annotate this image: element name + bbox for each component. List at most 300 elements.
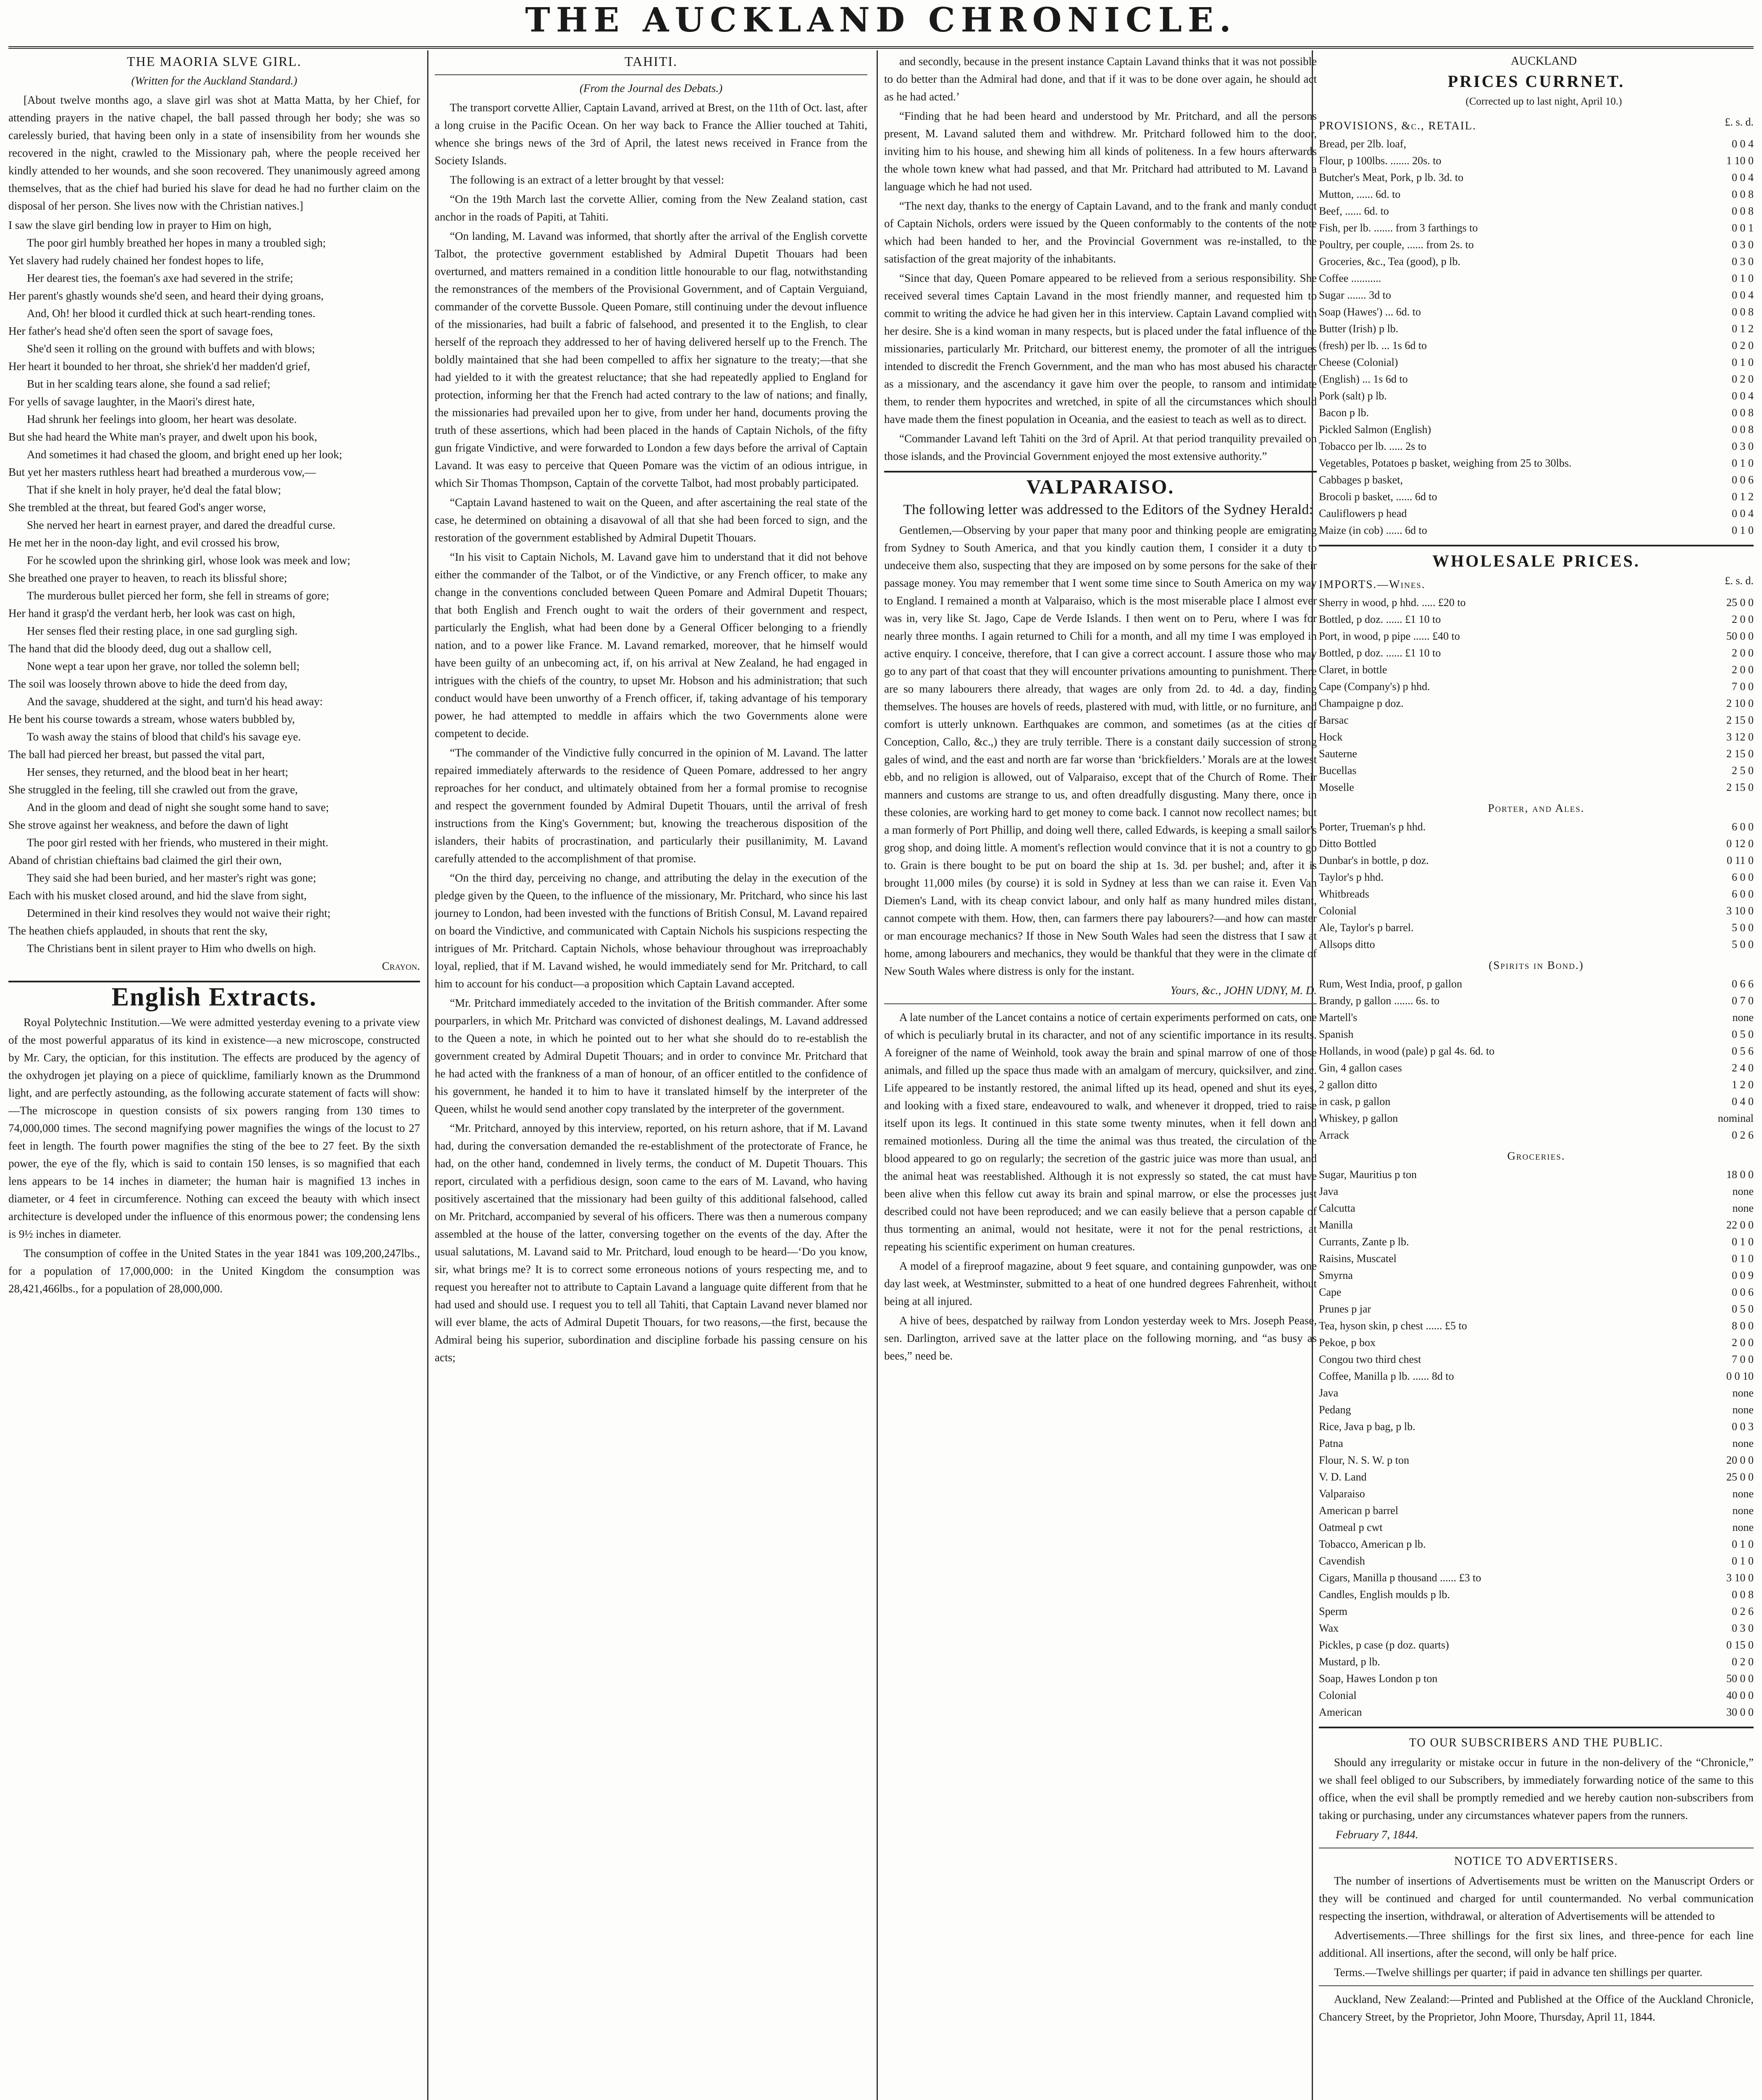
porter-table — [1319, 819, 1754, 953]
price-value: none — [1732, 1488, 1754, 1500]
verse-line: Each with his musket closed around, and hid the slave from sight, — [8, 889, 307, 902]
price-value: 0 7 0 — [1732, 995, 1754, 1007]
price-value: 0 1 0 — [1732, 272, 1754, 284]
price-row — [1319, 1234, 1754, 1250]
price-value: 0 0 8 — [1732, 306, 1754, 318]
verse-line: She struggled in the feeling, till she crawled out from the grave, — [8, 783, 298, 796]
spirits-table — [1319, 976, 1754, 1144]
price-item: Cauliflowers p head — [1319, 507, 1407, 520]
price-item: Valparaiso — [1319, 1488, 1365, 1500]
column-2 — [435, 52, 867, 2100]
price-value: 7 0 0 — [1732, 680, 1754, 693]
price-value: 0 3 0 — [1732, 1622, 1754, 1634]
price-item: Mustard, p lb. — [1319, 1656, 1380, 1668]
price-value: 0 3 0 — [1732, 239, 1754, 251]
english-extracts-body — [8, 1013, 420, 1297]
groceries-table — [1319, 1166, 1754, 1721]
verse-line: But she had heard the White man's prayer, and dwelt upon his book, — [8, 430, 318, 443]
price-value: 0 1 0 — [1732, 1252, 1754, 1265]
price-row — [1319, 1043, 1754, 1060]
verse-line: The soil was loosely thrown above to hide the deed from day, — [8, 677, 288, 690]
price-value: 2 5 0 — [1732, 764, 1754, 777]
price-value: 0 5 0 — [1732, 1303, 1754, 1315]
section-rule — [884, 1003, 1317, 1004]
advertisers-notice-text: The number of insertions of Advertisements must be written on the Manuscript Orders or they will be continued and charged for until countermanded. No verbal communication respecting the insertion, withdrawal, or alteration of Advertisements will be attended to — [1319, 1874, 1754, 1922]
price-value: 25 0 0 — [1726, 596, 1754, 609]
verse-line: For he scowled upon the shrinking girl, whose look was meek and low; — [27, 554, 351, 567]
price-item: Martell's — [1319, 1011, 1358, 1024]
price-value: 0 15 0 — [1726, 1639, 1754, 1651]
verse-line: Her senses fled their resting place, in one sad gurgling sigh. — [27, 625, 298, 637]
price-value: 0 3 0 — [1732, 255, 1754, 268]
price-item: Champaigne p doz. — [1319, 697, 1404, 709]
article-paragraph: “On the 19th March last the corvette Allier, coming from the New Zealand station, cast anchor in the roads of Papiti, at Tahiti. — [435, 193, 867, 223]
price-row — [1319, 1502, 1754, 1519]
price-item: American p barrel — [1319, 1504, 1399, 1517]
price-value: 0 12 0 — [1726, 837, 1754, 850]
price-item: Butter (Irish) p lb. — [1319, 323, 1399, 335]
price-row — [1319, 1368, 1754, 1385]
poem-signature: Crayon. — [382, 960, 420, 972]
price-value: 6 0 0 — [1732, 821, 1754, 833]
article-paragraph: “Since that day, Queen Pomare appeared to be relieved from a serious responsibility. She received several times Captain Lavand in the most friendly manner, and requested him to commit to writing the advice he had given her in this interview. Captain Lavand complied with her desire. She is a kind woman in many respects, but is placed under the fatal influence of the missionaries, particularly Mr. Pritchard, our bitterest enemy, the promoter of all the intrigues intended to discredit the French Government, and the man who has most abused his character as a missionary, and the ascendancy it gave him over the people, to ransom and intimidate them, to render them hypocrites and wretched, in spite of all the circumstances which should have made them the finest population in Oceania, and the easiest to teach as well as to direct. — [884, 272, 1317, 425]
price-row — [1319, 1687, 1754, 1704]
price-row — [1319, 1127, 1754, 1144]
miscellany — [884, 1008, 1317, 1365]
price-row — [1319, 1570, 1754, 1586]
price-item: Cabbages p basket, — [1319, 474, 1403, 486]
article-paragraph: “Commander Lavand left Tahiti on the 3rd of April. At that period tranquility prevailed on those islands, and the Provincial Government enjoyed the most extensive authority.” — [884, 432, 1317, 462]
section-rule — [1319, 545, 1754, 546]
column-3 — [884, 52, 1317, 2100]
section-rule — [8, 981, 420, 982]
price-item: Raisins, Muscatel — [1319, 1252, 1397, 1265]
verse-line: Her dearest ties, the foeman's axe had severed in the strife; — [27, 272, 293, 284]
price-row — [1319, 1654, 1754, 1670]
valparaiso-intro: The following letter was addressed to the Editors of the Sydney Herald: — [903, 502, 1313, 517]
article-paragraph: “The commander of the Vindictive fully concurred in the opinion of M. Lavand. The latter repaired immediately afterwards to the residence of Queen Pomare, addressed to her angry reproaches for her conduct, and ultimately obtained from her a formal promise to recognise and respect the government founded by Admiral Dupetit Thouars, until the arrival of fresh instructions from the King's Government; but, knowing the treacherous disposition of the islanders, their habits of procrastination, and particularly their pusillanimity, M. Lavand carefully attended to the accomplishment of that promise. — [435, 746, 867, 865]
price-row — [1319, 1704, 1754, 1721]
price-item: (English) ... 1s 6d to — [1319, 373, 1408, 385]
verse-line: She strove against her weakness, and before the dawn of light — [8, 819, 289, 831]
price-item: Pekoe, p box — [1319, 1336, 1376, 1349]
article-paragraph: “On the third day, perceiving no change, and attributing the delay in the execution of the pledge given by the Queen, to the influence of the missionary, Mr. Pritchard, who since his last journey to London, had been invested with the functions of British Consul, M. Lavand repaired on board the Vindictive, and communicated with Captain Nichols his suspicions respecting the intrigues of Mr. Pritchard. Captain Nichols, whose behaviour throughout was irreproachably loyal, replied, that if M. Lavand wished, he would immediately send for Mr. Pritchard, to call him to account for his conduct—a proposition which Captain Lavand accepted. — [435, 872, 867, 990]
price-item: Butcher's Meat, Pork, p lb. 3d. to — [1319, 171, 1464, 184]
price-row — [1319, 1110, 1754, 1127]
price-value: 0 2 6 — [1732, 1129, 1754, 1141]
price-item: Soap (Hawes') ... 6d. to — [1319, 306, 1421, 318]
price-value: 0 5 0 — [1732, 1028, 1754, 1040]
column-divider — [427, 50, 428, 2100]
price-item: Porter, Trueman's p hhd. — [1319, 821, 1426, 833]
price-value: 0 0 4 — [1732, 289, 1754, 301]
price-value: 0 0 8 — [1732, 407, 1754, 419]
groceries-heading: Groceries. — [1507, 1150, 1565, 1162]
price-value: none — [1732, 1185, 1754, 1197]
article-paragraph: and secondly, because in the present instance Captain Lavand thinks that it was not possible to do better than the Admiral had done, and that if it was to be done over again, he should act as he had acted.’ — [884, 55, 1317, 103]
price-item: Rum, West India, proof, p gallon — [1319, 978, 1463, 990]
printer-imprint: Auckland, New Zealand:—Printed and Published at the Office of the Auckland Chronicle, Chancery Street, by the Proprietor, John Moore, Thursday, April 11, 1844. — [1319, 1993, 1754, 2023]
price-value: 2 0 0 — [1732, 647, 1754, 659]
price-item: Rice, Java p bag, p lb. — [1319, 1420, 1415, 1433]
price-value: 0 6 6 — [1732, 978, 1754, 990]
price-value: 3 10 0 — [1726, 905, 1754, 917]
price-row — [1319, 186, 1754, 203]
price-item: Maize (in cob) ...... 6d to — [1319, 524, 1427, 536]
price-item: Dunbar's in bottle, p doz. — [1319, 854, 1429, 866]
price-item: Pickled Salmon (English) — [1319, 423, 1431, 436]
verse-line: Determined in their kind resolves they would not waive their right; — [27, 907, 331, 919]
price-row — [1319, 388, 1754, 404]
verse-line: Aband of christian chieftains bad claimed the girl their own, — [8, 854, 282, 866]
price-row — [1319, 1009, 1754, 1026]
subscription-terms: Terms.—Twelve shillings per quarter; if paid in advance ten shillings per quarter. — [1334, 1966, 1703, 1979]
price-item: Colonial — [1319, 1689, 1357, 1701]
price-value: 0 1 0 — [1732, 524, 1754, 536]
price-row — [1319, 1076, 1754, 1093]
verse-line: To wash away the stains of blood that child's his savage eye. — [27, 730, 301, 743]
verse-line: And the savage, shuddered at the sight, and turn'd his head away: — [27, 695, 323, 708]
price-value: 30 0 0 — [1726, 1706, 1754, 1718]
section-rule — [884, 471, 1317, 472]
verse-line: They said she had been buried, and her master's right was gone; — [27, 872, 316, 884]
price-item: Cigars, Manilla p thousand ...... £3 to — [1319, 1572, 1481, 1584]
price-item: Vegetables, Potatoes p basket, weighing from 25 to 30lbs. — [1319, 457, 1572, 469]
price-item: Mutton, ...... 6d. to — [1319, 188, 1401, 200]
price-item: Currants, Zante p lb. — [1319, 1236, 1409, 1248]
price-value: 50 0 0 — [1726, 1672, 1754, 1685]
price-value: none — [1732, 1387, 1754, 1399]
price-item: Tobacco per lb. ..... 2s to — [1319, 440, 1426, 452]
price-row — [1319, 1217, 1754, 1234]
price-value: 2 0 0 — [1732, 613, 1754, 625]
price-value: 0 1 0 — [1732, 356, 1754, 368]
price-item: Arrack — [1319, 1129, 1350, 1141]
price-item: Hollands, in wood (pale) p gal 4s. 6d. to — [1319, 1045, 1495, 1057]
price-row — [1319, 337, 1754, 354]
valparaiso-title: VALPARAISO. — [1026, 476, 1175, 498]
article-paragraph: “Captain Lavand hastened to wait on the Queen, and after ascertaining the real state of the case, he determined on obtaining a disavowal of all that she had been forced to sign, and the restoration of the government established by Admiral Dupetit Thouars. — [435, 496, 867, 544]
price-item: Gin, 4 gallon cases — [1319, 1062, 1402, 1074]
price-item: in cask, p gallon — [1319, 1095, 1391, 1108]
price-value: 0 2 0 — [1732, 373, 1754, 385]
verse-line: She breathed one prayer to heaven, to reach its blissful shore; — [8, 572, 287, 584]
verse-line: She trembled at the threat, but feared God's anger worse, — [8, 501, 266, 514]
price-value: 0 1 0 — [1732, 1538, 1754, 1550]
price-row — [1319, 819, 1754, 835]
price-value: 1 10 0 — [1726, 155, 1754, 167]
price-row — [1319, 936, 1754, 953]
price-row — [1319, 992, 1754, 1009]
verse-line: That if she knelt in holy prayer, he'd deal the fatal blow; — [27, 483, 281, 496]
price-row — [1319, 886, 1754, 903]
advertisers-notice-title: NOTICE TO ADVERTISERS. — [1454, 1855, 1618, 1868]
tahiti-article — [435, 99, 867, 1366]
price-row — [1319, 594, 1754, 611]
price-row — [1319, 488, 1754, 505]
price-value: none — [1732, 1404, 1754, 1416]
price-row — [1319, 1200, 1754, 1217]
price-value: 0 5 6 — [1732, 1045, 1754, 1057]
price-item: Whitbreads — [1319, 888, 1369, 900]
price-row — [1319, 505, 1754, 522]
price-item: Pedang — [1319, 1404, 1351, 1416]
price-value: 50 0 0 — [1726, 630, 1754, 642]
verse-line: Her senses, they returned, and the blood beat in her heart; — [27, 766, 289, 778]
price-value: 0 0 8 — [1732, 188, 1754, 200]
article-paragraph: The following is an extract of a letter brought by that vessel: — [450, 173, 725, 186]
price-item: Allsops ditto — [1319, 938, 1375, 950]
news-item: A hive of bees, despatched by railway from London yesterday week to Mrs. Joseph Pease, sen. Darlington, arrived save at the latter place on the following morning, and “as busy as bees,” need be. — [884, 1314, 1317, 1362]
price-row — [1319, 371, 1754, 388]
price-item: Sugar ....... 3d to — [1319, 289, 1391, 301]
price-item: Brocoli p basket, ...... 6d to — [1319, 491, 1437, 503]
price-item: Spanish — [1319, 1028, 1354, 1040]
price-row — [1319, 976, 1754, 992]
price-item: Port, in wood, p pipe ...... £40 to — [1319, 630, 1460, 642]
price-row — [1319, 236, 1754, 253]
price-row — [1319, 628, 1754, 645]
price-value: 0 0 6 — [1732, 474, 1754, 486]
price-value: 20 0 0 — [1726, 1454, 1754, 1466]
advertising-rates: Advertisements.—Three shillings for the first six lines, and three-pence for each line additional. All insertions, after the second, will only be half price. — [1319, 1929, 1754, 1959]
prices-current-title: PRICES CURRNET. — [1447, 72, 1625, 91]
price-item: Pickles, p case (p doz. quarts) — [1319, 1639, 1449, 1651]
price-item: Smyrna — [1319, 1269, 1353, 1281]
price-item: Coffee ........... — [1319, 272, 1381, 284]
subscribers-notice-date: February 7, 1844. — [1336, 1828, 1418, 1841]
price-row — [1319, 304, 1754, 320]
price-item: Bread, per 2lb. loaf, — [1319, 138, 1406, 150]
verse-line: He met her in the noon-day light, and evil crossed his brow, — [8, 536, 280, 549]
price-item: (fresh) per lb. ... 1s 6d to — [1319, 339, 1427, 352]
price-row — [1319, 1620, 1754, 1637]
price-row — [1319, 1166, 1754, 1183]
subscribers-notice-text: Should any irregularity or mistake occur in future in the non-delivery of the “Chronicle,” we shall feel obliged to our Subscribers, by immediately forwarding notice of the same to this office, when the evil shall be promptly remedied and we hereby caution non-subscribers from taking or purchasing, under any circumstances whatever papers from the runners. — [1319, 1756, 1754, 1822]
price-row — [1319, 287, 1754, 304]
price-row — [1319, 169, 1754, 186]
price-value: 0 0 4 — [1732, 138, 1754, 150]
verse-line: The Christians bent in silent prayer to Him who dwells on high. — [27, 942, 316, 955]
price-item: Cheese (Colonial) — [1319, 356, 1398, 368]
price-row — [1319, 729, 1754, 746]
price-item: Whiskey, p gallon — [1319, 1112, 1398, 1124]
price-row — [1319, 869, 1754, 886]
tahiti-source: (From the Journal des Debats.) — [579, 82, 723, 94]
section-rule — [1319, 1985, 1754, 1986]
price-item: American — [1319, 1706, 1362, 1718]
price-row — [1319, 270, 1754, 287]
price-row — [1319, 1469, 1754, 1486]
news-item: A model of a fireproof magazine, about 9 feet square, and containing gunpowder, was one day last week, at Westminster, submitted to a heat of one hundred degrees Fahrenheit, without being at all injured. — [884, 1260, 1317, 1307]
price-value: 2 15 0 — [1726, 748, 1754, 760]
retail-prices-table — [1319, 136, 1754, 539]
price-value: 5 0 0 — [1732, 921, 1754, 934]
price-item: Coffee, Manilla p lb. ...... 8d to — [1319, 1370, 1454, 1382]
price-item: V. D. Land — [1319, 1471, 1367, 1483]
verse-line: Her father's head she'd often seen the sport of savage foes, — [8, 325, 273, 337]
price-item: Groceries, &c., Tea (good), p lb. — [1319, 255, 1461, 268]
verse-line: Her hand it grasp'd the verdant herb, her look was cast on high, — [8, 607, 295, 620]
price-row — [1319, 1318, 1754, 1334]
price-item: Java — [1319, 1185, 1339, 1197]
price-value: 22 0 0 — [1726, 1219, 1754, 1231]
price-value: 0 1 0 — [1732, 1236, 1754, 1248]
verse-line: The ball had pierced her breast, but passed the vital part, — [8, 748, 265, 761]
price-row — [1319, 354, 1754, 371]
price-value: 0 2 6 — [1732, 1605, 1754, 1617]
price-item: Fish, per lb. ....... from 3 farthings to — [1319, 222, 1478, 234]
price-value: 25 0 0 — [1726, 1471, 1754, 1483]
article-paragraph: “Mr. Pritchard, annoyed by this interview, reported, on his return ashore, that if M. Lavand had, during the conversation demanded the re-establishment of the protectorate of France, he had, on the other hand, condemned in lively terms, the conduct of M. Dupetit Thouars. This report, circulated with a perfidious design, soon came to the ears of M. Lavand, who having positively ascertained that the missionary had been guilty of this additional falsehood, called on Mr. Pritchard, accompanied by several of his officers. There was then a numerous company assembled at the house of the latter, conversing together on the events of the day. After the usual salutations, M. Lavand said to Mr. Pritchard, loud enough to be heard—‘Do you know, sir, what brings me? It is to correct some erroneous notions of yours respecting me, and to request you hereafter not to attribute to Captain Lavand a language quite different from that he had used and should use. I request you to tell all Tahiti, that Captain Lavand never blamed nor will ever blame, the acts of Admiral Dupetit Thouars, for two reasons,—the first, because the Admiral being his superior, subordination and discipline forbade his passing censure on his acts; — [435, 1122, 867, 1364]
price-row — [1319, 253, 1754, 270]
price-value: 0 0 8 — [1732, 1588, 1754, 1601]
price-value: 0 1 0 — [1732, 1555, 1754, 1567]
price-value: 0 1 2 — [1732, 323, 1754, 335]
price-value: 3 12 0 — [1726, 731, 1754, 743]
verse-line: Had shrunk her feelings into gloom, her heart was desolate. — [27, 413, 297, 425]
verse-line: The hand that did the bloody deed, dug out a shallow cell, — [8, 642, 272, 655]
price-row — [1319, 611, 1754, 628]
price-row — [1319, 1435, 1754, 1452]
price-row — [1319, 522, 1754, 539]
verse-line: But in her scalding tears alone, she found a sad relief; — [27, 378, 270, 390]
price-value: 0 2 0 — [1732, 339, 1754, 352]
article-paragraph: “On landing, M. Lavand was informed, that shortly after the arrival of the English corvette Talbot, the protective government established by Admiral Dupetit Thouars had been overturned, and matters remained in a condition little honourable to our flag, notwithstanding the remonstrances of the members of the Provisional Government, and of Captain Verguiand, commander of the corvette Bussole. Queen Pomare, still continuing under the devout influence of the missionaries, had built a fabric of falsehood, and presented it to the English, to clear herself of the reproach they addressed to her of having delivered herself up to the French. The boldly maintained that she had been compelled to affix her signature to the treaty;—that she had yielded to it with the greatest reluctance; that she had repeatedly applied to England for protection, informing her that the French had acted contrary to the law of nations; and finally, the missionaries had prevailed upon her to give, from under her hand, documents proving the truth of these assertions, which had been placed in the hands of Captain Nichols, of the fifty gun frigate Vindictive, and were forwarded to London a few days before the arrival of Captain Lavand. It was easy to perceive that Queen Pomare was the victim of an odious intrigue, in which Sir Thomas Thompson, Captain of the corvette Talbot, had most probably participated. — [435, 230, 867, 489]
verse-line: The murderous bullet pierced her form, she fell in streams of gore; — [27, 589, 329, 602]
price-item: Calcutta — [1319, 1202, 1355, 1214]
retail-heading: PROVISIONS, &c., RETAIL. — [1319, 119, 1477, 132]
price-item: Congou two third chest — [1319, 1353, 1421, 1365]
price-row — [1319, 695, 1754, 712]
price-row — [1319, 1603, 1754, 1620]
price-value: 0 11 0 — [1726, 854, 1754, 866]
price-item: Ale, Taylor's p barrel. — [1319, 921, 1414, 934]
price-row — [1319, 1301, 1754, 1318]
price-value: 3 10 0 — [1726, 1572, 1754, 1584]
section-rule — [435, 74, 867, 75]
price-item: Taylor's p hhd. — [1319, 871, 1384, 883]
price-item: Tea, hyson skin, p chest ...... £5 to — [1319, 1320, 1467, 1332]
price-item: Bacon p lb. — [1319, 407, 1369, 419]
price-item: Tobacco, American p lb. — [1319, 1538, 1426, 1550]
price-value: 1 2 0 — [1732, 1079, 1754, 1091]
price-item: Flour, N. S. W. p ton — [1319, 1454, 1409, 1466]
extract-paragraph: Royal Polytechnic Institution.—We were admitted yesterday evening to a private view of the most powerful apparatus of its kind in existence—a new microscope, constructed by Mr. Cary, the optician, for this institution. The effects are produced by the agency of the oxhydrogen jet playing on a piece of quicklime, familiarly known as the Drummond light, and are perfectly astounding, as the following accurate statement of facts will show:—The microscope in question consists of six powers ranging from 130 times to 74,000,000 times. The second magnifying power magnifies the wings of the locust to 27 feet in length. The fourth power magnifies the sting of the bee to 27 feet. By the sixth power, the eye of the fly, which is said to contain 150 lenses, is so magnified that each lens appears to be 14 inches in diameter; the human hair is magnified 13 inches in diameter, or 4 feet in circumference. Nothing can exceed the beauty with which insect architecture is developed under the influence of this enormous power; the condensing lens is 9½ inches in diameter. — [8, 1016, 420, 1240]
price-row — [1319, 645, 1754, 662]
english-extracts-title: English Extracts. — [111, 983, 317, 1011]
verse-line: He bent his course towards a stream, whose waters bubbled by, — [8, 713, 295, 725]
price-item: Prunes p jar — [1319, 1303, 1371, 1315]
price-row — [1319, 662, 1754, 678]
price-item: Candles, English moulds p lb. — [1319, 1588, 1450, 1601]
subscribers-notice-title: TO OUR SUBSCRIBERS AND THE PUBLIC. — [1409, 1736, 1664, 1749]
poem-intro: [About twelve months ago, a slave girl was shot at Matta Matta, by her Chief, for attending prayers in the native chapel, the ball passed through her body; she was so carelessly buried, that having been only in a state of insensibility from her wounds she recovered in the night, crawled to the Missionary pah, where the people received her kindly attended to her wounds, and she soon recovered. They unanimously agreed among themselves, that as the chief had buried his slave for dead he had no further claim on the disposal of her person. She lives now with the Christian natives.] — [8, 94, 420, 212]
price-row — [1319, 1536, 1754, 1553]
price-row — [1319, 1183, 1754, 1200]
price-value: nominal — [1717, 1112, 1754, 1124]
wines-table — [1319, 594, 1754, 796]
price-value: 0 0 8 — [1732, 205, 1754, 217]
price-row — [1319, 320, 1754, 337]
verse-line: The poor girl rested with her friends, who mustered in their might. — [27, 836, 328, 849]
price-value: 0 0 4 — [1732, 507, 1754, 520]
verse-line: None wept a tear upon her grave, nor tolled the solemn bell; — [27, 660, 300, 672]
price-value: 2 0 0 — [1732, 1336, 1754, 1349]
price-row — [1319, 779, 1754, 796]
price-value: none — [1732, 1202, 1754, 1214]
price-row — [1319, 1553, 1754, 1570]
price-item: Cavendish — [1319, 1555, 1365, 1567]
price-item: Flour, p 100lbs. ....... 20s. to — [1319, 155, 1442, 167]
tahiti-article-continued — [884, 52, 1317, 465]
price-row — [1319, 1250, 1754, 1267]
price-value: 8 0 0 — [1732, 1320, 1754, 1332]
price-item: Sauterne — [1319, 748, 1357, 760]
price-value: 2 10 0 — [1726, 697, 1754, 709]
extract-paragraph: The consumption of coffee in the United States in the year 1841 was 109,200,247lbs., for a population of 17,000,000: in the United Kingdom the consumption was 28,421,466lbs., for a population of 28,000,000. — [8, 1247, 420, 1295]
price-item: Patna — [1319, 1437, 1343, 1449]
verse-line: She nerved her heart in earnest prayer, and dared the dreadful curse. — [27, 519, 336, 531]
price-row — [1319, 472, 1754, 488]
wholesale-prices-title: WHOLESALE PRICES. — [1432, 551, 1640, 570]
verse-line: Her parent's ghastly wounds she'd seen, and heard their dying groans, — [8, 289, 324, 302]
price-value: 2 4 0 — [1732, 1062, 1754, 1074]
price-row — [1319, 1418, 1754, 1435]
news-item: A late number of the Lancet contains a notice of certain experiments performed on cats, one of which is peculiarly brutal in its character, and not of any scientific importance in its results. A foreigner of the name of Weinhold, took away the brain and spinal marrow of one of those animals, and filled up the space thus made with an amalgam of mercury, quicksilver, and zinc. Life appeared to be instantly restored, the animal lifted up its head, opened and shut its eyes, and looking with a fixed stare, endeavoured to walk, and whenever it dropped, tried to raise itself upon its legs. It continued in this state some twenty minutes, when it fell down and remained motionless. During all the time the animal was thus treated, the circulation of the blood appeared to go on regularly; the secretion of the gastric juice was more than usual, and the animal heat was reestablished. Although it is not expressly so stated, the cat must have been alive when this fellow cut away its brain and spinal marrow, or else the processes just described could not have been reproduced; and we can easily believe that a person capable of thus tormenting an animal, would not hesitate, were it not for the penal restrictions, at repeating his scientific experiment on human creatures. — [884, 1011, 1317, 1253]
spirits-heading: (Spirits in Bond.) — [1489, 959, 1584, 971]
price-row — [1319, 1026, 1754, 1043]
price-value: 5 0 0 — [1732, 938, 1754, 950]
price-value: 0 0 9 — [1732, 1269, 1754, 1281]
imports-columns: £. s. d. — [1725, 575, 1754, 587]
price-item: Bottled, p doz. ...... £1 10 to — [1319, 647, 1441, 659]
price-item: Bucellas — [1319, 764, 1357, 777]
price-row — [1319, 455, 1754, 472]
price-value: none — [1732, 1437, 1754, 1449]
price-value: 7 0 0 — [1732, 1353, 1754, 1365]
price-item: Hock — [1319, 731, 1343, 743]
poem-subtitle: (Written for the Auckland Standard.) — [131, 74, 297, 87]
verse-line: And sometimes it had chased the gloom, and bright ened up her look; — [27, 448, 342, 461]
verse-line: The heathen chiefs applauded, in shouts that rent the sky, — [8, 924, 268, 937]
price-item: Pork (salt) p lb. — [1319, 390, 1387, 402]
price-value: 0 0 3 — [1732, 1420, 1754, 1433]
price-row — [1319, 1334, 1754, 1351]
price-item: 2 gallon ditto — [1319, 1079, 1377, 1091]
price-row — [1319, 852, 1754, 869]
article-paragraph: “Finding that he had been heard and understood by Mr. Pritchard, and all the persons present, M. Lavand saluted them and withdrew. Mr. Pritchard followed him to the door, inviting him to his house, and shewing him all kinds of politeness. In a few hours afterwards the whole town knew what had passed, and that Mr. Pritchard had attributed to M. Lavand a language which he had not used. — [884, 110, 1317, 193]
price-row — [1319, 678, 1754, 695]
column-1 — [8, 52, 420, 2100]
price-item: Cape (Company's) p hhd. — [1319, 680, 1430, 693]
price-row — [1319, 1452, 1754, 1469]
price-row — [1319, 1284, 1754, 1301]
price-value: 0 1 2 — [1732, 491, 1754, 503]
article-paragraph: “Mr. Pritchard immediately acceded to the invitation of the British commander. After some pourparlers, in which Mr. Pritchard was convicted of dishonest dealings, M. Lavand addressed to the Queen a note, in which he pointed out to her what she should do to re-establish the government created by Admiral Dupetit Thouars; and in order to convince Mr. Pritchard that he had acted with the frankness of a man of honour, of an officer entitled to the confidence of his government, he handed it to him to have it translated himself by the interpreter of the Queen, whilst he would send another copy translated by the interpreter of the government. — [435, 997, 867, 1115]
price-item: Colonial — [1319, 905, 1357, 917]
verse-line: The poor girl humbly breathed her hopes in many a troubled sigh; — [27, 236, 326, 249]
poem-title: THE MAORIA SLVE GIRL. — [127, 54, 302, 69]
price-item: Claret, in bottle — [1319, 664, 1387, 676]
price-row — [1319, 835, 1754, 852]
price-row — [1319, 438, 1754, 455]
price-row — [1319, 1670, 1754, 1687]
price-row — [1319, 1486, 1754, 1502]
price-item: Beef, ...... 6d. to — [1319, 205, 1389, 217]
price-value: 0 0 8 — [1732, 423, 1754, 436]
price-value: 0 3 0 — [1732, 440, 1754, 452]
